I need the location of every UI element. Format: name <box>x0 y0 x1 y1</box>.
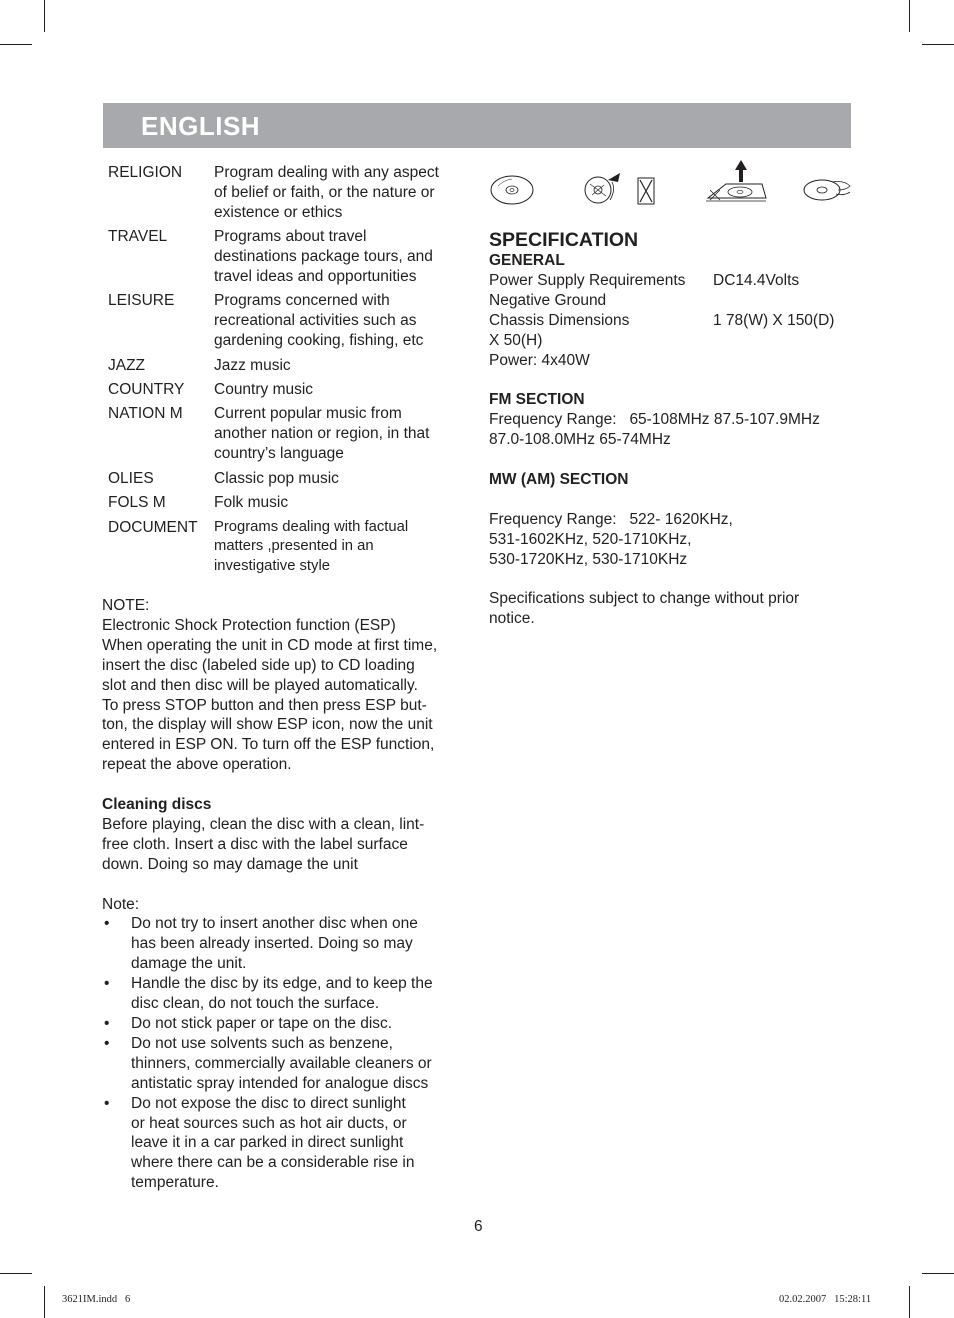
genre-row <box>108 518 464 578</box>
genre-row <box>108 493 464 513</box>
spec-line: 531-1602KHz, 520-1710KHz, <box>489 530 692 548</box>
spec-mw-heading: MW (AM) SECTION <box>489 470 629 488</box>
genre-row <box>108 469 464 489</box>
note-line: ton, the display will show ESP icon, now the unit <box>102 716 433 734</box>
spec-line: 530-1720KHz, 530-1710KHz <box>489 550 688 568</box>
genre-description-line: Programs concerned with <box>214 292 390 310</box>
genre-description-line: Programs dealing with factual <box>214 518 409 535</box>
genre-row <box>108 227 464 287</box>
list-item-line: Do not try to insert another disc when one <box>131 915 418 933</box>
note-line: entered in ESP ON. To turn off the ESP function, <box>102 736 435 754</box>
spec-line: 87.0-108.0MHz 65-74MHz <box>489 431 671 449</box>
genre-description-line: Programs about travel <box>214 228 367 246</box>
genre-name: LEISURE <box>108 292 175 310</box>
list-item-line: leave it in a car parked in direct sunlight <box>131 1134 404 1152</box>
genre-row <box>108 291 464 351</box>
list-item-line: or heat sources such as hot air ducts, or <box>131 1114 407 1132</box>
list-item <box>102 1094 468 1194</box>
genre-description <box>214 356 464 376</box>
language-title: ENGLISH <box>141 111 261 141</box>
crop-mark <box>909 1286 910 1318</box>
spec-general-heading: GENERAL <box>489 252 565 269</box>
list-item-line: Do not stick paper or tape on the disc. <box>131 1015 393 1032</box>
crop-mark <box>922 1273 954 1274</box>
bullet-icon: • <box>104 1094 110 1112</box>
cleaning-note-label: Note: <box>102 895 140 913</box>
spec-label: Chassis Dimensions <box>489 311 630 329</box>
genre-name: FOLS M <box>108 494 166 512</box>
bullet-icon: • <box>104 915 110 933</box>
cleaning-bullet-list <box>102 914 468 1193</box>
disc-wipe-icon <box>582 170 666 206</box>
genre-description-line: another nation or region, in that <box>214 425 430 443</box>
spec-row <box>489 311 851 331</box>
crop-mark <box>922 44 954 45</box>
spec-value: DC14.4Volts <box>713 271 800 289</box>
disc-insert-icon <box>706 160 768 204</box>
disc-illustrations <box>488 160 852 206</box>
genre-description-line: Folk music <box>214 494 289 512</box>
list-item-line: Do not use solvents such as benzene, <box>131 1034 393 1052</box>
spec-disclaimer: Specifications subject to change without prior <box>489 590 800 608</box>
genre-description <box>214 163 464 223</box>
spec-line: X 50(H) <box>489 331 543 349</box>
genre-description-line: Current popular music from <box>214 405 402 423</box>
genre-name: NATION M <box>108 405 183 423</box>
list-item-line: thinners, commercially available cleaners or <box>131 1054 432 1072</box>
genre-description-line: investigative style <box>214 558 330 575</box>
list-item-line: antistatic spray intended for analogue discs <box>131 1074 429 1092</box>
spec-line: Frequency Range: 522- 1620KHz, <box>489 510 733 528</box>
cleaning-line: free cloth. Insert a disc with the label surface <box>102 835 408 853</box>
note-section <box>102 596 468 1193</box>
note-line: insert the disc (labeled side up) to CD loading <box>102 656 415 674</box>
note-line: To press STOP button and then press ESP but- <box>102 696 427 714</box>
genre-name: DOCUMENT <box>108 518 198 536</box>
genre-description <box>214 227 464 287</box>
slug-timestamp: 02.02.2007 15:28:11 <box>779 1294 872 1305</box>
spec-row <box>489 271 851 291</box>
genre-description-line: of belief or faith, or the nature or <box>214 183 435 201</box>
genre-name: JAZZ <box>108 356 146 374</box>
note-line: slot and then disc will be played automatically. <box>102 676 418 694</box>
genre-description-line: destinations package tours, and <box>214 248 433 266</box>
bullet-icon: • <box>104 1015 110 1032</box>
language-header-bar <box>103 103 851 148</box>
crop-mark <box>0 1273 32 1274</box>
genre-description <box>214 404 464 464</box>
genre-description-line: Jazz music <box>214 356 291 374</box>
genre-name: COUNTRY <box>108 381 185 399</box>
genre-description-line: Program dealing with any aspect <box>214 164 439 181</box>
genre-name: OLIES <box>108 469 154 487</box>
genre-description <box>214 291 464 351</box>
note-heading: NOTE: <box>102 597 150 614</box>
genre-description-line: country’s language <box>214 445 344 463</box>
list-item-line: damage the unit. <box>131 955 247 973</box>
genre-description-line: Country music <box>214 381 314 399</box>
genre-table <box>108 163 464 582</box>
genre-row <box>108 163 464 223</box>
list-item-line: has been already inserted. Doing so may <box>131 935 413 953</box>
list-item-line: temperature. <box>131 1174 219 1192</box>
bullet-icon: • <box>104 1034 110 1052</box>
spec-label: Power Supply Requirements <box>489 271 686 289</box>
genre-description-line: recreational activities such as <box>214 312 417 330</box>
list-item-line: Handle the disc by its edge, and to keep the <box>131 975 433 993</box>
genre-description-line: Classic pop music <box>214 469 339 487</box>
disc-icon <box>488 172 536 206</box>
list-item-line: Do not expose the disc to direct sunlight <box>131 1094 406 1112</box>
genre-description-line: gardening cooking, fishing, etc <box>214 332 424 350</box>
bullet-icon: • <box>104 975 110 993</box>
list-item-line: where there can be a considerable rise in <box>131 1154 415 1172</box>
genre-row <box>108 404 464 464</box>
genre-name: TRAVEL <box>108 228 168 246</box>
slug-filename: 3621IM.indd 6 <box>62 1294 131 1305</box>
genre-description-line: matters ,presented in an <box>214 538 374 555</box>
list-item <box>102 914 468 974</box>
genre-row <box>108 356 464 376</box>
spec-title: SPECIFICATION <box>489 229 639 251</box>
genre-description <box>214 493 464 513</box>
disc-hand-icon <box>800 176 852 202</box>
spec-line: Negative Ground <box>489 291 607 309</box>
crop-mark <box>0 44 32 45</box>
genre-description-line: travel ideas and opportunities <box>214 268 417 286</box>
list-item-line: disc clean, do not touch the surface. <box>131 995 380 1013</box>
spec-value: 1 78(W) X 150(D) <box>713 311 835 329</box>
spec-fm-heading: FM SECTION <box>489 391 585 409</box>
page-number: 6 <box>474 1218 483 1235</box>
crop-mark <box>909 0 910 32</box>
list-item <box>102 974 468 1014</box>
crop-mark <box>44 1286 45 1318</box>
cleaning-line: down. Doing so may damage the unit <box>102 855 358 873</box>
note-line: repeat the above operation. <box>102 756 292 774</box>
specification-section <box>489 229 851 629</box>
spec-disclaimer: notice. <box>489 610 535 628</box>
list-item <box>102 1014 468 1034</box>
genre-description-line: existence or ethics <box>214 203 343 221</box>
spec-line: Power: 4x40W <box>489 351 590 369</box>
note-line: Electronic Shock Protection function (ESP) <box>102 616 396 634</box>
crop-mark <box>44 0 45 32</box>
genre-description <box>214 380 464 400</box>
cleaning-heading: Cleaning discs <box>102 796 212 814</box>
cleaning-line: Before playing, clean the disc with a clean, lint- <box>102 815 425 833</box>
genre-name: RELIGION <box>108 164 183 181</box>
genre-description <box>214 469 464 489</box>
genre-row <box>108 380 464 400</box>
list-item <box>102 1034 468 1094</box>
note-line: When operating the unit in CD mode at first time, <box>102 636 438 654</box>
spec-line: Frequency Range: 65-108MHz 87.5-107.9MHz <box>489 411 820 429</box>
genre-description <box>214 518 464 578</box>
